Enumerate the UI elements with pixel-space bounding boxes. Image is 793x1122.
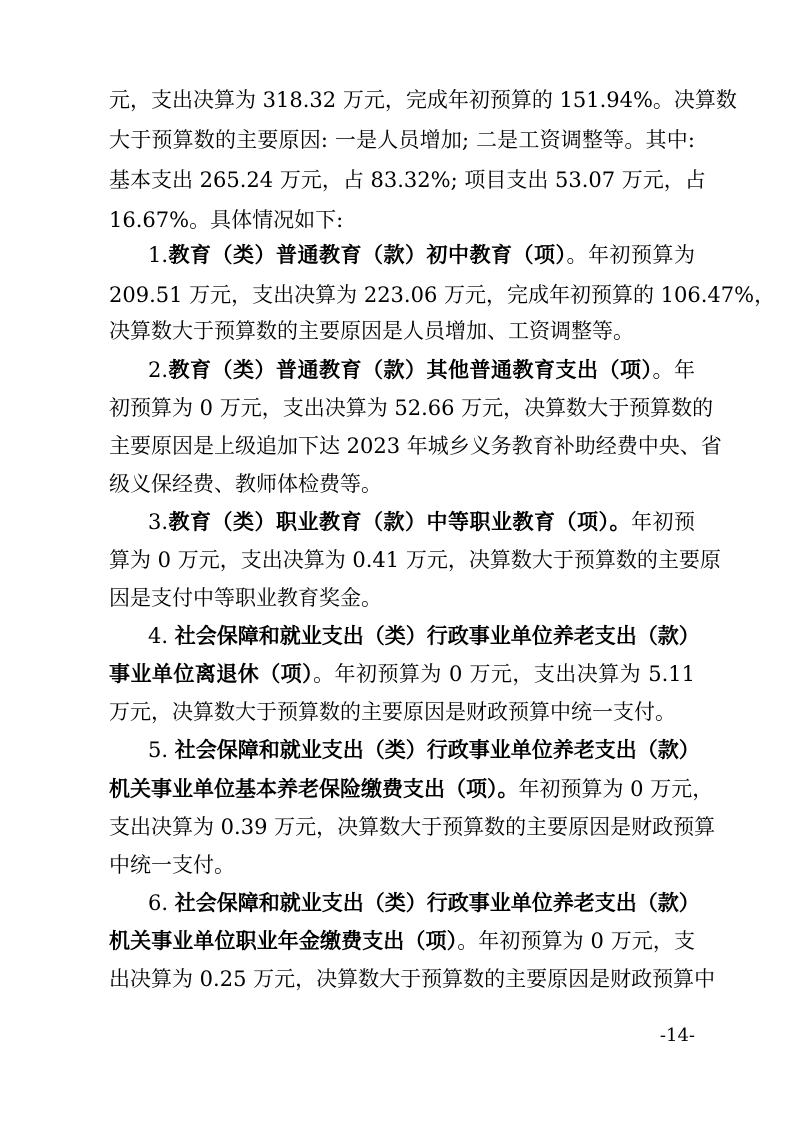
body-text-line — [109, 583, 695, 613]
text-run: 出决算为 0.25 万元，决算数大于预算数的主要原因是财政预算中 — [109, 967, 716, 991]
body-text-line — [109, 393, 714, 423]
section-heading-line — [148, 355, 695, 385]
text-run: 主要原因是上级追加下达 2023 年城乡义务教育补助经费中央、省 — [109, 434, 722, 458]
body-text-line — [109, 431, 722, 461]
text-run: 。年初预算为 0 万元，支出决算为 5.11 — [313, 662, 695, 686]
text-run: 209.51 万元，支出决算为 223.06 万元，完成年初预算的 106.47%， — [109, 283, 776, 307]
item-heading: 教育（类）普通教育（款）其他普通教育支出（项） — [168, 357, 653, 382]
text-run: 。年初预算为 — [566, 243, 696, 267]
body-text-line — [109, 85, 737, 115]
body-text-line — [109, 850, 695, 880]
item-heading: 社会保障和就业支出（类）行政事业单位养老支出（款） — [174, 737, 700, 762]
body-text-line — [109, 165, 706, 195]
item-heading: 事业单位离退休（项） — [109, 661, 314, 686]
item-number: 3. — [148, 510, 169, 534]
text-run: 。年 — [652, 358, 695, 382]
section-heading-line — [148, 888, 700, 918]
section-heading-line — [148, 507, 695, 537]
body-text-line — [109, 469, 695, 499]
text-run: 支出决算为 0.39 万元，决算数大于预算数的主要原因是财政预算 — [109, 815, 716, 839]
text-run: 因是支付中等职业教育奖金。 — [109, 586, 382, 610]
body-text-line — [109, 280, 776, 310]
item-number: 6. — [148, 891, 175, 915]
item-heading: 教育（类）职业教育（款）中等职业教育（项）。 — [168, 509, 632, 534]
body-text-line — [109, 659, 695, 689]
text-run: 级义保经费、教师体检费等。 — [109, 472, 382, 496]
body-text-line — [109, 545, 721, 575]
text-run: 基本支出 265.24 万元，占 83.32%; 项目支出 53.07 万元，占 — [109, 168, 706, 192]
text-run: 大于预算数的主要原因: 一是人员增加; 二是工资调整等。其中: — [109, 128, 695, 152]
item-heading: 社会保障和就业支出（类）行政事业单位养老支出（款） — [174, 890, 700, 915]
body-text-line — [109, 697, 695, 727]
item-number: 4. — [148, 624, 175, 648]
body-text-line — [109, 205, 695, 235]
text-run: 元，支出决算为 318.32 万元，完成年初预算的 151.94%。决算数 — [109, 88, 737, 112]
text-run: 16.67%。具体情况如下: — [109, 208, 344, 232]
item-number: 5. — [148, 738, 175, 762]
text-run: 中统一支付。 — [109, 853, 235, 877]
section-heading-line — [148, 735, 700, 765]
text-run: 初预算为 0 万元，支出决算为 52.66 万元，决算数大于预算数的 — [109, 396, 714, 420]
section-heading-line — [148, 240, 695, 270]
item-number: 1. — [148, 243, 169, 267]
text-run: 万元，决算数大于预算数的主要原因是财政预算中统一支付。 — [109, 700, 676, 724]
body-text-line — [109, 812, 716, 842]
item-heading: 机关事业单位职业年金缴费支出（项） — [109, 928, 458, 953]
page-number: -14- — [659, 1025, 695, 1046]
body-text-line — [109, 316, 695, 346]
text-run: 算为 0 万元，支出决算为 0.41 万元，决算数大于预算数的主要原 — [109, 548, 721, 572]
item-heading: 教育（类）普通教育（款）初中教育（项） — [168, 242, 567, 267]
text-run: 决算数大于预算数的主要原因是人员增加、工资调整等。 — [109, 319, 634, 343]
item-heading: 机关事业单位基本养老保险缴费支出（项）。 — [109, 776, 519, 801]
item-heading: 社会保障和就业支出（类）行政事业单位养老支出（款） — [174, 623, 700, 648]
item-number: 2. — [148, 358, 169, 382]
body-text-line — [109, 964, 716, 994]
body-text-line — [109, 125, 695, 155]
text-run: 。年初预算为 0 万元，支 — [457, 929, 695, 953]
text-run: 年初预 — [631, 510, 696, 534]
section-heading-line — [148, 621, 700, 651]
body-text-line — [109, 926, 695, 956]
text-run: 年初预算为 0 万元， — [518, 777, 714, 801]
body-text-line — [109, 774, 714, 804]
